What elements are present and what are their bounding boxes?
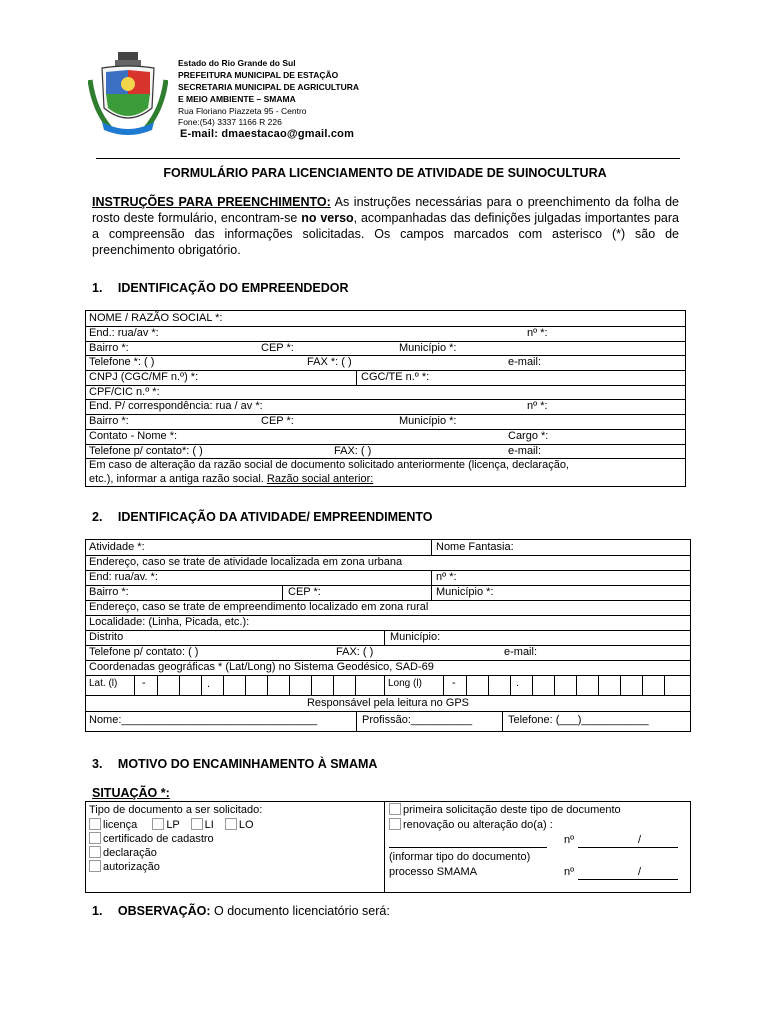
section1-title: IDENTIFICAÇÃO DO EMPREENDEDOR: [117, 281, 349, 295]
s1-fax2-field[interactable]: FAX: ( ): [334, 445, 372, 457]
s2-end-field[interactable]: End: rua/av. *:: [89, 571, 158, 583]
s2-profissao-field[interactable]: Profissão:__________: [362, 714, 473, 726]
s2-coord-label: Coordenadas geográficas * (Lat/Long) no Sistema Geodésico, SAD-69: [89, 661, 434, 673]
s2-telcontato-field[interactable]: Telefone p/ contato: ( ): [89, 646, 199, 658]
s2-fantasia-field[interactable]: Nome Fantasia:: [436, 541, 514, 553]
s3-no2-label: nº: [564, 866, 575, 878]
s3-primeira-checkbox[interactable]: [389, 803, 401, 815]
s1-cep2-field[interactable]: CEP *:: [261, 415, 294, 427]
s1-num-field[interactable]: nº *:: [527, 327, 548, 339]
observacao-line: [92, 904, 390, 918]
s3-li-label: LI: [204, 819, 214, 831]
s3-renovacao-label: renovação ou alteração do(a) :: [403, 819, 553, 831]
s2-bairro-field[interactable]: Bairro *:: [89, 586, 129, 598]
section2-heading: [92, 510, 433, 524]
s2-num-field[interactable]: nº *:: [436, 571, 457, 583]
s1-cnpj-field[interactable]: CNPJ (CGC/MF n.º) *:: [89, 371, 199, 383]
s3-primeira-row: [389, 803, 621, 817]
s2-lat-dot: .: [207, 678, 211, 690]
header-prefeitura: PREFEITURA MUNICIPAL DE ESTAÇÃO: [178, 70, 339, 80]
s3-primeira-label: primeira solicitação deste tipo de documento: [403, 804, 621, 816]
s2-distrito-field[interactable]: Distrito: [89, 631, 124, 643]
s1-end-field[interactable]: End.: rua/av *:: [89, 327, 159, 339]
s2-rural-label: Endereço, caso se trate de empreendimento localizado em zona rural: [89, 601, 429, 613]
s1-bairro-field[interactable]: Bairro *:: [89, 342, 129, 354]
header-address: Rua Floriano Piazzeta 95 - Centro: [178, 106, 307, 116]
s3-tipo-label: Tipo de documento a ser solicitado:: [89, 804, 263, 816]
section2-title: IDENTIFICAÇÃO DA ATIVIDADE/ EMPREENDIMENTO: [117, 510, 433, 524]
s1-cgcte-field[interactable]: CGC/TE n.º *:: [361, 371, 430, 383]
section2-number: 2.: [92, 510, 103, 524]
s1-telefone-field[interactable]: Telefone *: ( ): [89, 356, 155, 368]
s1-municipio2-field[interactable]: Município *:: [399, 415, 457, 427]
s3-certificado-checkbox[interactable]: [89, 832, 101, 844]
s2-nome-field[interactable]: Nome:________________________________: [89, 714, 318, 726]
instructions: [92, 194, 679, 258]
observacao-label: OBSERVAÇÃO:: [117, 904, 211, 918]
s2-long-label: Long (l): [388, 678, 422, 689]
s3-lp-checkbox[interactable]: [152, 818, 164, 830]
s3-licenca-label: licença: [103, 819, 138, 831]
situacao-label: SITUAÇÃO *:: [92, 786, 170, 800]
s3-no1-label: nº: [564, 834, 575, 846]
s2-municipio2-field[interactable]: Município:: [390, 631, 441, 643]
s2-atividade-field[interactable]: Atividade *:: [89, 541, 145, 553]
s1-alteracao-line2[interactable]: [89, 472, 373, 486]
s3-informar-label: (informar tipo do documento): [389, 851, 531, 863]
s1-email2-field[interactable]: e-mail:: [508, 445, 542, 457]
s3-slash1: /: [638, 834, 642, 846]
header-phone: Fone:(54) 3337 1166 R 226: [178, 117, 282, 127]
s3-tipo-documento-line[interactable]: [389, 847, 547, 848]
s3-no1-line[interactable]: [578, 847, 678, 848]
s1-razao-anterior-field[interactable]: Razão social anterior:: [266, 473, 374, 485]
s3-autorizacao-checkbox[interactable]: [89, 860, 101, 872]
s3-no2-line[interactable]: [578, 879, 678, 880]
s2-cep-field[interactable]: CEP *:: [288, 586, 321, 598]
header-meio-ambiente: E MEIO AMBIENTE – SMAMA: [178, 94, 296, 104]
s3-certificado-row: [89, 832, 214, 846]
s3-processo-label: processo SMAMA: [389, 866, 478, 878]
s1-alteracao-text: etc.), informar a antiga razão social.: [89, 473, 267, 485]
s2-long-dot: .: [516, 677, 520, 689]
s3-lp-label: LP: [166, 819, 180, 831]
s1-cargo-field[interactable]: Cargo *:: [508, 430, 549, 442]
s3-renovacao-checkbox[interactable]: [389, 818, 401, 830]
s1-nome-field[interactable]: NOME / RAZÃO SOCIAL *:: [89, 312, 223, 324]
s2-responsavel-label: Responsável pela leitura no GPS: [306, 697, 470, 709]
s3-li-checkbox[interactable]: [191, 818, 203, 830]
s3-lo-checkbox[interactable]: [225, 818, 237, 830]
s3-lo-label: LO: [238, 819, 254, 831]
s1-endcorr-field[interactable]: End. P/ correspondência: rua / av *:: [89, 400, 263, 412]
header-state: Estado do Rio Grande do Sul: [178, 58, 296, 68]
s1-telcontato-field[interactable]: Telefone p/ contato*: ( ): [89, 445, 203, 457]
municipal-coat-of-arms: [88, 50, 168, 138]
header-divider: [96, 158, 680, 159]
s2-latlong-grid[interactable]: [86, 675, 690, 695]
s3-autorizacao-row: [89, 860, 160, 874]
observacao-number: 1.: [92, 904, 103, 918]
s1-bairro2-field[interactable]: Bairro *:: [89, 415, 129, 427]
s1-cep-field[interactable]: CEP *:: [261, 342, 294, 354]
s2-long-dash: -: [452, 677, 456, 689]
section3-title: MOTIVO DO ENCAMINHAMENTO À SMAMA: [117, 757, 378, 771]
s3-renovacao-row: [389, 818, 553, 832]
s2-lat-dash: -: [142, 677, 146, 689]
s3-licenca-row: [89, 818, 254, 832]
section1-number: 1.: [92, 281, 103, 295]
s3-declaracao-label: declaração: [103, 847, 157, 859]
section3-number: 3.: [92, 757, 103, 771]
s1-cpf-field[interactable]: CPF/CIC n.º *:: [89, 386, 160, 398]
s2-lat-label: Lat. (l): [89, 678, 118, 689]
s1-contato-field[interactable]: Contato - Nome *:: [89, 430, 178, 442]
s2-fax-field[interactable]: FAX: ( ): [336, 646, 374, 658]
instructions-bold: no verso: [301, 211, 354, 225]
observacao-text: O documento licenciatório será:: [210, 904, 390, 918]
instructions-label: INSTRUÇÕES PARA PREENCHIMENTO:: [92, 195, 331, 209]
section1-table: [85, 310, 686, 487]
section2-table: [85, 539, 691, 732]
s2-localidade-field[interactable]: Localidade: (Linha, Picada, etc.):: [89, 616, 250, 628]
s1-email-field[interactable]: e-mail:: [508, 356, 542, 368]
header-email: E-mail: dmaestacao@gmail.com: [180, 128, 355, 140]
s3-slash2: /: [638, 866, 642, 878]
section3-heading: [92, 757, 377, 771]
section1-heading: [92, 281, 349, 295]
header-secretaria: SECRETARIA MUNICIPAL DE AGRICULTURA: [178, 82, 360, 92]
s3-licenca-checkbox[interactable]: [89, 818, 101, 830]
s3-declaracao-row: [89, 846, 157, 860]
s2-municipio-field[interactable]: Município *:: [436, 586, 494, 598]
instructions-text-1: As instruções necessárias para o preenchimento da folha de rosto deste formulário, encontram-se: [92, 195, 679, 225]
s1-num2-field[interactable]: nº *:: [527, 400, 548, 412]
instructions-text-2: , acompanhadas das definições julgadas importantes para a compreensão das informações solicitadas. Os campos marcados com asterisco (*) são de preenchimento obrigatório.: [92, 211, 679, 257]
s2-telefone-field[interactable]: Telefone: (___)___________: [508, 714, 649, 726]
form-title: FORMULÁRIO PARA LICENCIAMENTO DE ATIVIDADE DE SUINOCULTURA: [163, 166, 607, 180]
s3-declaracao-checkbox[interactable]: [89, 846, 101, 858]
s1-municipio-field[interactable]: Município *:: [399, 342, 457, 354]
section3-table: [85, 801, 691, 893]
s2-email-field[interactable]: e-mail:: [504, 646, 538, 658]
s3-certificado-label: certificado de cadastro: [103, 833, 214, 845]
s3-autorizacao-label: autorização: [103, 861, 160, 873]
s2-urbana-label: Endereço, caso se trate de atividade localizada em zona urbana: [89, 556, 403, 568]
s1-fax-field[interactable]: FAX *: ( ): [307, 356, 352, 368]
s1-alteracao-line1: Em caso de alteração da razão social de documento solicitado anteriormente (licença, declaração,: [89, 459, 569, 471]
